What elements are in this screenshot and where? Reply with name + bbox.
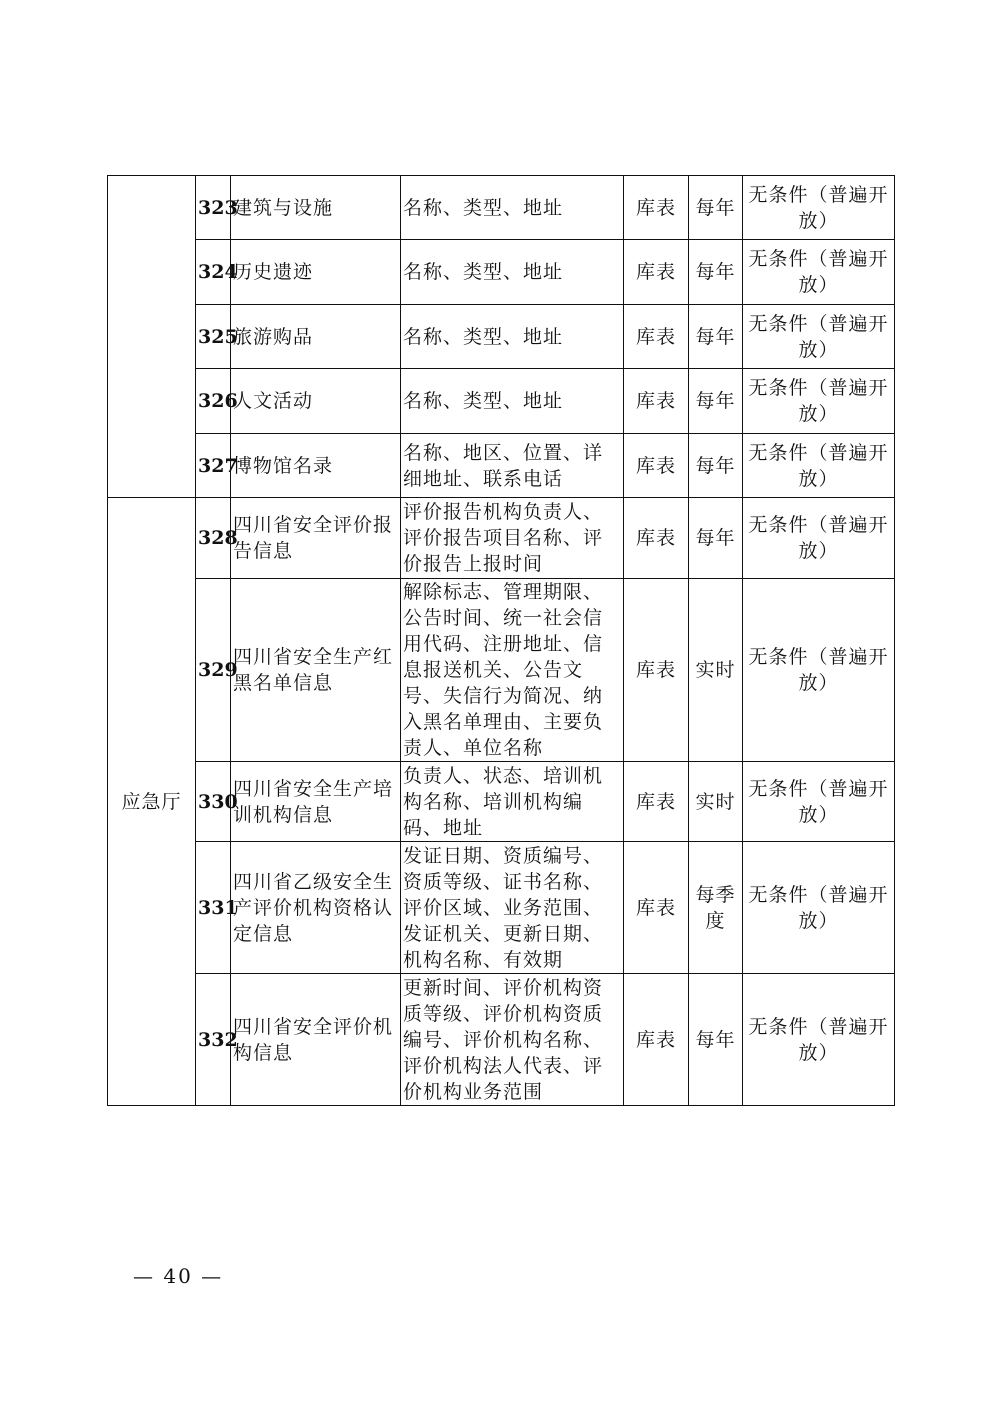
data-name-cell: 建筑与设施 (231, 176, 401, 240)
data-name-cell: 四川省安全评价报告信息 (231, 498, 401, 579)
format-cell: 库表 (624, 498, 689, 579)
format-cell: 库表 (624, 240, 689, 305)
open-condition-cell: 无条件（普遍开放） (743, 305, 895, 369)
data-fields-cell: 更新时间、评价机构资质等级、评价机构资质编号、评价机构名称、评价机构法人代表、评价机构业务范围 (401, 974, 624, 1106)
open-condition-cell: 无条件（普遍开放） (743, 176, 895, 240)
table-row (108, 498, 895, 579)
row-number: 330 (196, 762, 231, 842)
table-row (108, 240, 895, 305)
row-number: 324 (196, 240, 231, 305)
data-name-cell: 四川省安全生产培训机构信息 (231, 762, 401, 842)
data-name-cell: 旅游购品 (231, 305, 401, 369)
frequency-cell: 每年 (689, 498, 743, 579)
frequency-cell: 每年 (689, 305, 743, 369)
data-fields-cell: 评价报告机构负责人、评价报告项目名称、评价报告上报时间 (401, 498, 624, 579)
table-row (108, 762, 895, 842)
frequency-cell: 每年 (689, 434, 743, 498)
open-condition-cell: 无条件（普遍开放） (743, 842, 895, 974)
frequency-cell: 实时 (689, 579, 743, 762)
row-number: 329 (196, 579, 231, 762)
frequency-cell: 每季度 (689, 842, 743, 974)
table-row (108, 305, 895, 369)
frequency-cell: 每年 (689, 974, 743, 1106)
catalog-table (107, 175, 895, 1106)
open-condition-cell: 无条件（普遍开放） (743, 762, 895, 842)
data-fields-cell: 名称、类型、地址 (401, 305, 624, 369)
data-name-cell: 四川省乙级安全生产评价机构资格认定信息 (231, 842, 401, 974)
frequency-cell: 每年 (689, 240, 743, 305)
row-number: 326 (196, 369, 231, 434)
format-cell: 库表 (624, 369, 689, 434)
department-cell: 应急厅 (108, 498, 196, 1106)
format-cell: 库表 (624, 176, 689, 240)
format-cell: 库表 (624, 762, 689, 842)
open-condition-cell: 无条件（普遍开放） (743, 434, 895, 498)
department-cell (108, 176, 196, 498)
row-number: 323 (196, 176, 231, 240)
data-name-cell: 历史遗迹 (231, 240, 401, 305)
frequency-cell: 实时 (689, 762, 743, 842)
open-condition-cell: 无条件（普遍开放） (743, 498, 895, 579)
open-condition-cell: 无条件（普遍开放） (743, 579, 895, 762)
data-fields-cell: 负责人、状态、培训机构名称、培训机构编码、地址 (401, 762, 624, 842)
data-fields-cell: 名称、类型、地址 (401, 240, 624, 305)
table-row (108, 579, 895, 762)
row-number: 325 (196, 305, 231, 369)
row-number: 331 (196, 842, 231, 974)
format-cell: 库表 (624, 434, 689, 498)
data-fields-cell: 名称、地区、位置、详细地址、联系电话 (401, 434, 624, 498)
data-name-cell: 四川省安全生产红黑名单信息 (231, 579, 401, 762)
data-name-cell: 博物馆名录 (231, 434, 401, 498)
format-cell: 库表 (624, 305, 689, 369)
row-number: 328 (196, 498, 231, 579)
format-cell: 库表 (624, 842, 689, 974)
open-condition-cell: 无条件（普遍开放） (743, 369, 895, 434)
table-row (108, 434, 895, 498)
format-cell: 库表 (624, 579, 689, 762)
table-row (108, 974, 895, 1106)
row-number: 327 (196, 434, 231, 498)
table-row (108, 842, 895, 974)
data-name-cell: 四川省安全评价机构信息 (231, 974, 401, 1106)
open-condition-cell: 无条件（普遍开放） (743, 240, 895, 305)
frequency-cell: 每年 (689, 369, 743, 434)
data-name-cell: 人文活动 (231, 369, 401, 434)
data-fields-cell: 名称、类型、地址 (401, 176, 624, 240)
data-fields-cell: 解除标志、管理期限、公告时间、统一社会信用代码、注册地址、信息报送机关、公告文号、失信行为简况、纳入黑名单理由、主要负责人、单位名称 (401, 579, 624, 762)
table-row (108, 176, 895, 240)
frequency-cell: 每年 (689, 176, 743, 240)
row-number: 332 (196, 974, 231, 1106)
open-condition-cell: 无条件（普遍开放） (743, 974, 895, 1106)
data-fields-cell: 名称、类型、地址 (401, 369, 624, 434)
page-number: — 40 — (133, 1264, 224, 1288)
table-row (108, 369, 895, 434)
data-fields-cell: 发证日期、资质编号、资质等级、证书名称、评价区域、业务范围、发证机关、更新日期、机构名称、有效期 (401, 842, 624, 974)
format-cell: 库表 (624, 974, 689, 1106)
